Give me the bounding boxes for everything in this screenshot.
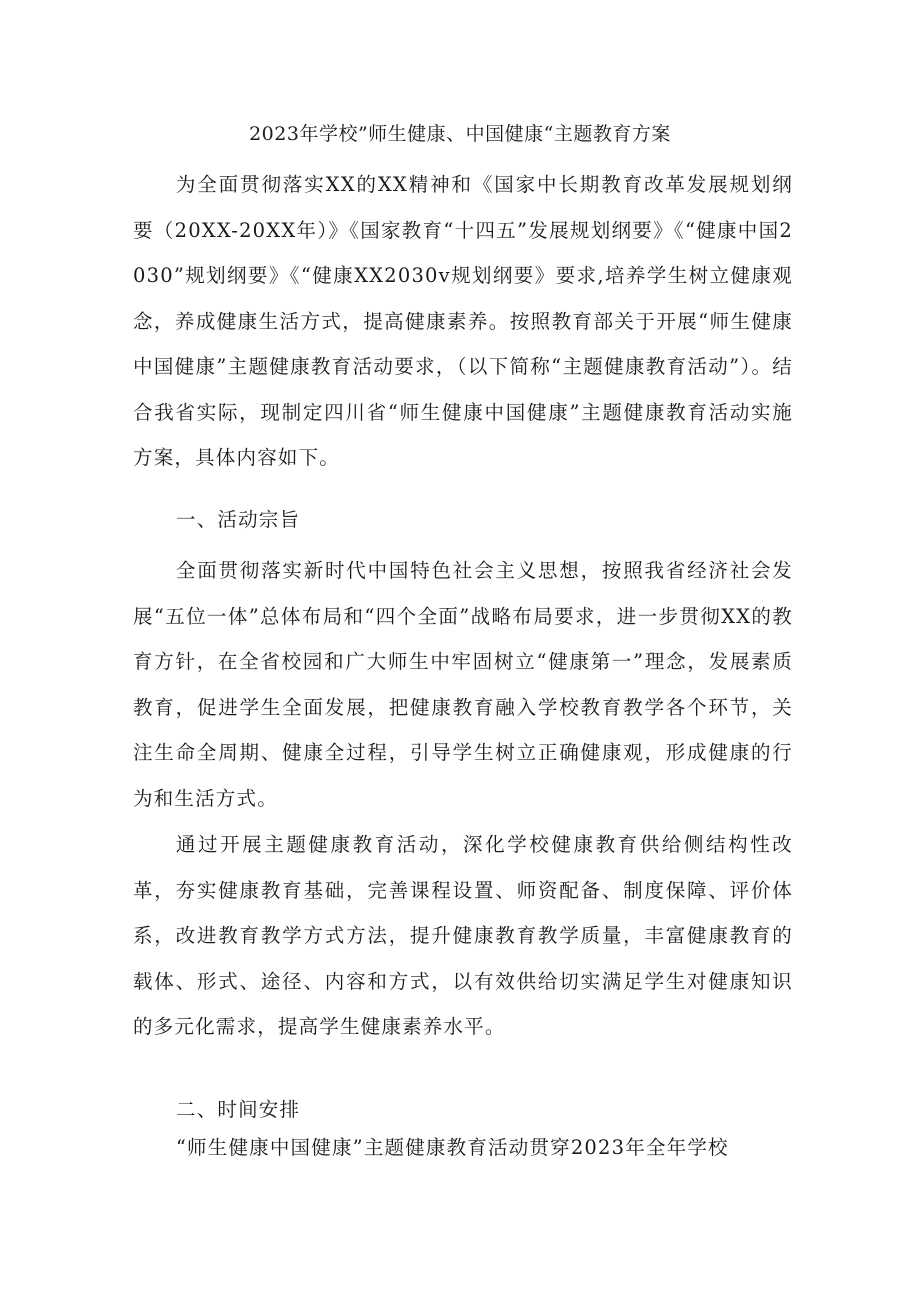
section-heading-schedule: 二、时间安排 [176,1098,301,1121]
document-title: 2023年学校”师生健康、中国健康“主题教育方案 [249,123,671,145]
schedule-paragraph: “师生健康中国健康”主题健康教育活动贯穿2023年全年学校 [175,1136,729,1159]
section-heading-purpose: 一、活动宗旨 [176,508,301,531]
intro-paragraph: 为全面贯彻落实XX的XX精神和《国家中长期教育改革发展规划纲要（20XX-20XX年）》《国家教育“十四五”发展规划纲要》《“健康中国2030”规划纲要》《“健康XX2030v规划纲要》要求,培养学生树立健康观念，养成健康生活方式，提高健康素养。按照教育部关于开展“师生健康中国健康”主题健康教育活动要求，（以下简称“主题健康教育活动”）。结合我省实际，现制定四川省“师生健康中国健康”主题健康教育活动实施方案，具体内容如下。 [133,173,793,469]
purpose-paragraph-2: 通过开展主题健康教育活动，深化学校健康教育供给侧结构性改革，夯实健康教育基础，完善课程设置、师资配备、制度保障、评价体系，改进教育教学方式方法，提升健康教育教学质量，丰富健康教育的载体、形式、途径、内容和方式，以有效供给切实满足学生对健康知识的多元化需求，提高学生健康素养水平。 [133,833,793,1038]
purpose-paragraph-1: 全面贯彻落实新时代中国特色社会主义思想，按照我省经济社会发展“五位一体”总体布局和“四个全面”战略布局要求，进一步贯彻XX的教育方针，在全省校园和广大师生中牢固树立“健康第一”理念，发展素质教育，促进学生全面发展，把健康教育融入学校教育教学各个环节，关注生命全周期、健康全过程，引导学生树立正确健康观，形成健康的行为和生活方式。 [133,559,793,810]
